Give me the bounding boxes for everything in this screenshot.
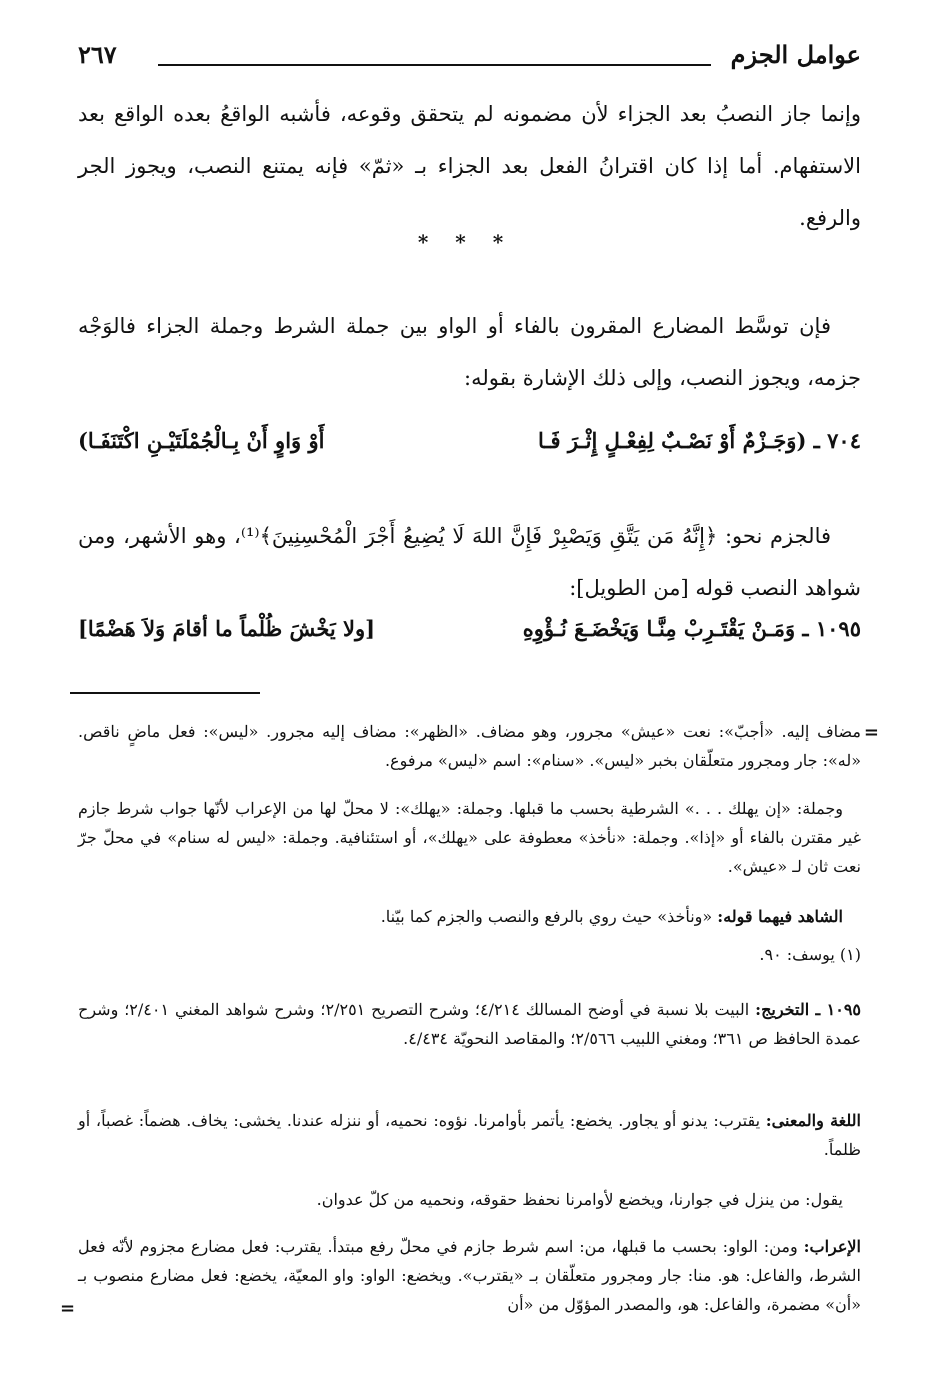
footnote-separator [70,692,260,694]
verse-704-first-hemistich: ٧٠٤ ـ (وَجَـزْمٌ أَوْ نَصْـبٌ لِفِعْـلٍ إِثْـرَ فَـا [538,428,861,453]
irab-label: الإعراب: [803,1237,861,1256]
witness-label: الشاهد فيهما قوله: [717,907,843,926]
language-label: اللغة والمعنى: [765,1111,861,1130]
footnote-sentences: وجملة: «إن يهلك . . .» الشرطية بحسب ما قبلها. وجملة: «يهلك»: لا محلّ لها من الإعراب لأنّها جواب شرط جازم غير مقترن بالفاء أو «إذا». وجملة: «نأخذ» معطوفة على «يهلك»، أو استئنافية. وجملة: «ليس له سنام» في محلّ جرّ نعت ثان لـ «عيش». [78,799,861,876]
page-header [78,40,861,80]
paragraph-3: فالجزم نحو: ﴿إِنَّهُ مَن يَتَّقِ وَيَصْبِرْ فَإِنَّ اللهَ لَا يُضِيعُ أَجْرَ الْمُحْسِنِينَ﴾⁽¹⁾، وهو الأشهر، ومن شواهد النصب قوله [من الطويل]: [78,524,861,600]
footnote-irab [78,1232,861,1319]
verse-704 [78,428,861,472]
section-separator: * * * [417,230,514,254]
chapter-title: عوامل الجزم [730,40,861,69]
page-number: ٢٦٧ [78,40,117,69]
takhrij-label: ١٠٩٥ ـ التخريج: [755,1000,862,1019]
paragraph-1: وإنما جاز النصبُ بعد الجزاء لأن مضمونه لم يتحقق وقوعه، فأشبه الواقعُ بعده الواقع بعد الاستفهام. أما إذا كان اقترانُ الفعل بعد الجزاء بـ «ثمّ» فإنه يمتنع النصب، ويجوز الجر والرفع. [78,102,861,230]
footnote-witness [78,902,861,931]
footnote-continued: مضاف إليه. «أجبّ»: نعت «عيش» مجرور، وهو مضاف. «الظهر»: مضاف إليه مجرور. «ليس»: فعل ماضٍ ناقص. «له»: جار ومجرور متعلّقان بخبر «ليس». «سنام»: اسم «ليس» مرفوع. [78,722,862,770]
verse-1095-second-hemistich: [ولا يَخْشَ ظُلْماً ما أقامَ وَلاَ هَضْمًا] [78,616,376,641]
verse-1095 [78,616,861,660]
verse-1095-first-hemistich: ١٠٩٥ ـ وَمَـنْ يَقْتَـرِبْ مِنَّـا وَيَخْضَـعَ نُـؤْوِهِ [522,616,861,641]
irab-text: ومن: الواو: بحسب ما قبلها، من: اسم شرط جازم في محلّ رفع مبتدأ. يقترب: فعل مضارع مجزوم لأنّه فعل الشرط، والفاعل: هو. منا: جار ومجرور متعلّقان بـ «يقترب». ويخضع: الواو: واو المعيّة، يخضع: فعل مضارع منصوب بـ «أن» مضمرة، والفاعل: هو، والمصدر المؤوّل من «أن [78,1237,861,1314]
verse-704-second-hemistich: أَوْ وَاوٍ أَنْ بِـالْجُمْلَتَيْـنِ اكْتَنَفَـا) [78,428,325,453]
continuation-mark-end: = [60,1298,76,1319]
language-text: يقترب: يدنو أو يجاور. يخضع: يأتمر بأوامرنا. نؤوه: نحميه، أو ننزله عندنا. يخشى: يخاف. هضماً: غصباً، أو ظلماً. [78,1111,861,1159]
witness-text: «ونأخذ» حيث روي بالرفع والنصب والجزم كما بيّنا. [380,907,713,926]
footnote-meaning: يقول: من ينزل في جوارنا، ويخضع لأوامرنا نحفظ حقوقه، ونحميه من كلّ عدوان. [316,1190,843,1209]
paragraph-2: فإن توسَّط المضارع المقرون بالفاء أو الواو بين جملة الشرط وجملة الجزاء فالوَجْه جزمه، ويجوز النصب، وإلى ذلك الإشارة بقوله: [78,314,861,390]
header-rule [158,64,711,66]
takhrij-text: البيت بلا نسبة في أوضح المسالك ٤/٢١٤؛ وشرح التصريح ٢/٢٥١؛ وشرح شواهد المغني ٢/٤٠١؛ وشرح عمدة الحافظ ص ٣٦١؛ ومغني اللبيب ٢/٥٦٦؛ والمقاصد النحويّة ٤/٤٣٤. [78,1000,861,1048]
footnote-language [78,1106,861,1164]
footnote-1: (١) يوسف: ٩٠. [759,945,861,964]
continuation-mark-start: = [863,722,879,743]
footnote-takhrij [78,995,861,1053]
